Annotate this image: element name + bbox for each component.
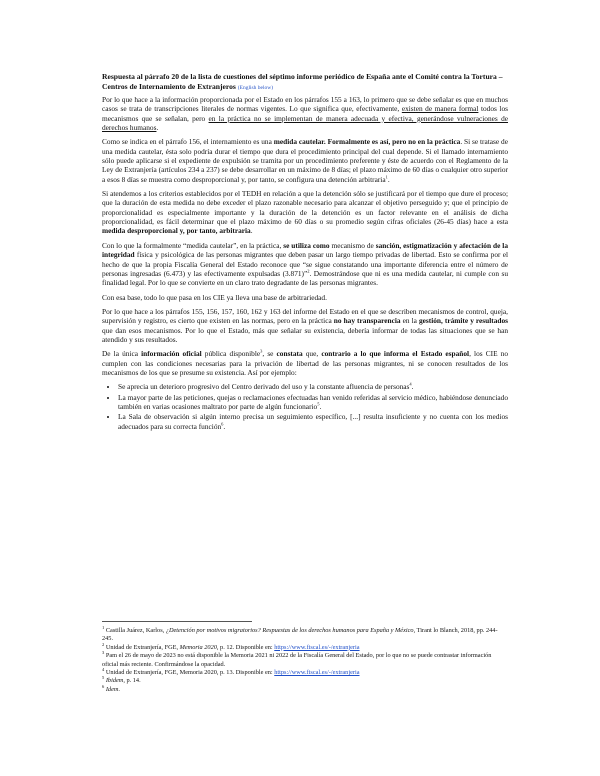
footnote-ref[interactable]: 6 [221,421,224,427]
footnote-2: $^2$ Unidad de Extranjería, FGE, Memoria 2020, p. 12. Disponible en: https://www.fiscal.es/-/extranjeria [102,641,360,651]
footnote-5: $^5$ Ibidem, p. 14. [102,675,141,685]
paragraph-5: Con esa base, todo lo que pasa en los CIE ya lleva una base de arbitrariedad. [102,292,327,302]
list-item: • La mayor parte de las peticiones, quejas o reclamaciones efectuadas han venido referidas al servicio médico, habiéndose denunciado también en varias ocasiones maltrato por parte de algún funcionario$^5$. [118,393,508,412]
footnote-ref[interactable]: 4 [409,381,412,387]
footnote-ref[interactable]: 1 [385,174,388,180]
paragraph-2: Como se indica en el párrafo 156, el internamiento es una medida cautelar. Formalmente es así, pero no en la práctica. Si se tratase de una medida cautelar, ésta solo podría durar el tiempo que dura el procedimiento principal del cual depende. Si el llamado internamiento sólo puede aplicarse si el expediente de expulsión se tramita por un procedimiento preferente y éste de acuerdo con el Reglamento de la Ley de Extranjería (artículos 234 a 237) se debe desarrollar en un máximo de 8 días; el plazo máximo de 60 días o cualquier otro superior a esos 8 días se muestra como desproporcional y, por tanto, se configura una detención arbitraria$^1$. [102,137,508,184]
footnote-ref[interactable]: 3 [260,348,263,354]
footnote-1: $^1$ Castilla Juárez, Karlos, ¿Detención por motivos migratorios? Respuestas de los derechos humanos para España y México, Tirant lo Blanch, 2018, pp. 244-245. [102,624,498,643]
fiscal-link[interactable]: https://www.fiscal.es/-/extranjeria [274,669,360,677]
document-body [102,72,508,432]
paragraph-4: Con lo que la formalmente “medida cautelar”, en la práctica, se utiliza como mecanismo de sanción, estigmatización y afectación de la integridad física y psicológica de las personas migrantes que deben pasar un largo tiempo privadas de libertad. Esto se confirma por el hecho de que la propia Fiscalía General del Estado reconoce que “se sigue constatando una importante diferencia entre el número de personas ingresadas (6.473) y las efectivamente expulsadas (3.871)”$^2$. Demostrándose que ni es una medida cautelar, ni cumple con su finalidad legal. Por lo que se convierte en un claro trato degradante de las personas migrantes. [102,240,508,288]
footnote-3: $^3$ Pam el 26 de mayo de 2023 no está disponible la Memoria 2021 ni 2022 de la Fiscalía General del Estado, por lo que no se puede contrastar información oficial más reciente. Confirmándose la opacidad. [102,650,492,668]
footnote-6: $^6$ Idem. [102,683,120,693]
footnote-ref[interactable]: 2 [307,268,310,274]
paragraph-6: Por lo que hace a los párrafos 155, 156, 157, 160, 162 y 163 del informe del Estado en el que se describen mecanismos de control, queja, supervisión y registro, es cierto que existen en las normas, pero en la práctica no hay transparencia en la gestión, trámite y resultados que dan esos mecanismos. Por lo que el Estado, más que señalar su existencia, debería informar de todas las situaciones que se han atendido y sus resultados. [102,306,509,344]
example-list [102,382,508,431]
list-item: • La Sala de observación si algún interno precisa un seguimiento específico, [...] resulta insuficiente y no cuenta con los medios adecuados para su correcta función$^6$. [118,412,508,431]
page-title: Respuesta al párrafo 20 de la lista de cuestiones del séptimo informe periódico de España ante el Comité contra la Tortura – Centros de Internamiento de Extranjeros (English below) [102,72,503,91]
paragraph-1: Por lo que hace a la información proporcionada por el Estado en los párrafos 155 a 163, lo primero que se debe señalar es que en muchos casos se trata de transcripciones literales de normas vigentes. Lo que significa que, efectivamente, existen de manera formal todos los mecanismos que se señalan, pero en la práctica no se implementan de manera adecuada y efectiva, generándose vulneraciones de derechos humanos. [102,95,509,133]
english-below-note[interactable]: (English below) [237,85,274,91]
paragraph-7: De la única información oficial pública disponible$^3$, se constata que, contrario a lo que informa el Estado español, los CIE no cumplen con las condiciones necesarias para la privación de libertad de las personas migrantes, ni se conocen resultados de los mecanismos de los que se presume su existencia. Así por ejemplo: [102,348,508,377]
list-item: • Se aprecia un deterioro progresivo del Centro derivado del uso y la constante afluencia de personas$^4$. [118,382,508,391]
footnote-4: $^4$ Unidad de Extranjería, FGE, Memoria 2020, p. 13. Disponible en: https://www.fiscal.es/-/extranjeria [102,666,360,677]
paragraph-3: Si atendemos a los criterios establecidos por el TEDH en relación a que la detención sólo se justificará por el tiempo que dure el proceso; que la duración de esta medida no debe exceder el plazo razonable necesario para alcanzar el objetivo perseguido y; que el principio de proporcionalidad es especialmente importante y la duración de la detención es un factor relevante en el análisis de dicha proporcionalidad, es fácil determinar que el plazo máximo de 60 días o su promedio según cifras oficiales (26-45 días) hace a esta medida desproporcional y, por tanto, arbitraria. [102,189,508,236]
footnote-divider [102,621,252,622]
footnotes [102,624,508,694]
fiscal-link[interactable]: https://www.fiscal.es/-/extranjeria [274,643,360,651]
footnote-ref[interactable]: 5 [317,401,320,407]
